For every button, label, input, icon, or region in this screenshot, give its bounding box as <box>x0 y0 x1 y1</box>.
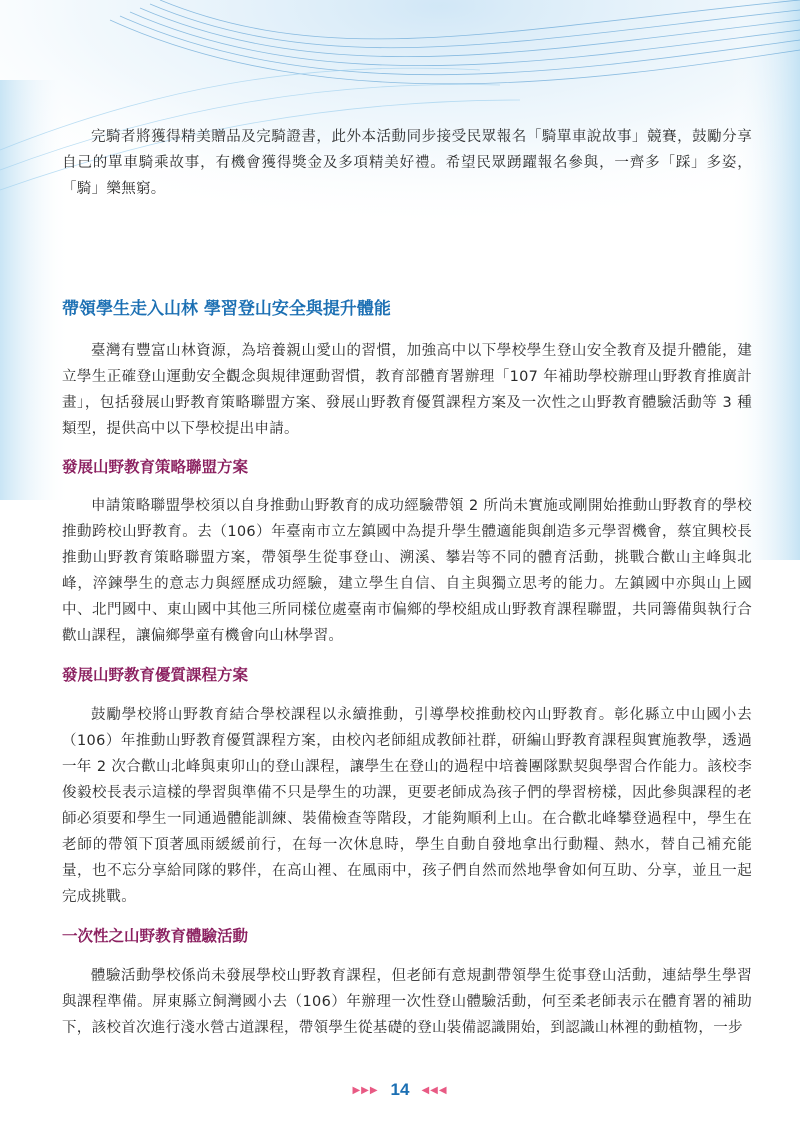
page-footer <box>0 1078 800 1102</box>
subsection-paragraph-quality: 鼓勵學校將山野教育結合學校課程以永續推動，引導學校推動校內山野教育。彰化縣立中山國小去（106）年推動山野教育優質課程方案，由校內老師組成教師社群，研編山野教育課程與實施教學，透過一年 2 次合歡山北峰與東卯山的登山課程，讓學生在登山的過程中培養團隊默契與學習合作能力。該校李俊毅校長表示這樣的學習與準備不只是學生的功課，更要老師成為孩子們的學習榜樣，因此參與課程的老師必須要和學生一同通過體能訓練、裝備檢查等階段，才能夠順利上山。在合歡北峰攀登過程中，學生在老師的帶領下頂著風雨緩緩前行，在每一次休息時，學生自動自發地拿出行動糧、熱水，替自己補充能量，也不忘分享給同隊的夥伴，在高山裡、在風雨中，孩子們自然而然地學會如何互助、分享，並且一起完成挑戰。 <box>62 707 752 905</box>
page-number: 14 <box>390 1080 410 1099</box>
section-paragraph: 臺灣有豐富山林資源，為培養親山愛山的習慣，加強高中以下學校學生登山安全教育及提升體能，建立學生正確登山運動安全觀念與規律運動習慣，教育部體育署辦理「107 年補助學校辦理山野教育推廣計畫」，包括發展山野教育策略聯盟方案、發展山野教育優質課程方案及一次性之山野教育體驗活動等 3 種類型，提供高中以下學校提出申請。 <box>62 343 752 437</box>
arrow-left-icon: ◀◀◀ <box>421 1084 448 1096</box>
subsection-paragraph-experience: 體驗活動學校係尚未發展學校山野教育課程，但老師有意規劃帶領學生從事登山活動，連結學生學習與課程準備。屏東縣立飼灣國小去（106）年辦理一次性登山體驗活動，何至柔老師表示在體育署的補助下，該校首次進行淺水營古道課程，帶領學生從基礎的登山裝備認識開始，到認識山林裡的動植物，一步 <box>62 968 752 1036</box>
subsection-title-alliance: 發展山野教育策略聯盟方案 <box>62 458 249 476</box>
section-title: 帶領學生走入山林 學習登山安全與提升體能 <box>62 299 391 319</box>
subsection-paragraph-alliance: 申請策略聯盟學校須以自身推動山野教育的成功經驗帶領 2 所尚未實施或剛開始推動山野教育的學校推動跨校山野教育。去（106）年臺南市立左鎮國中為提升學生體適能與創造多元學習機會，蔡宜興校長推動山野教育策略聯盟方案，帶領學生從事登山、溯溪、攀岩等不同的體育活動，挑戰合歡山主峰與北峰，淬鍊學生的意志力與經歷成功經驗，建立學生自信、自主與獨立思考的能力。左鎮國中亦與山上國中、北門國中、東山國中其他三所同樣位處臺南市偏鄉的學校組成山野教育課程聯盟，共同籌備與執行合歡山課程，讓偏鄉學童有機會向山林學習。 <box>62 498 752 644</box>
intro-paragraph: 完騎者將獲得精美贈品及完騎證書，此外本活動同步接受民眾報名「騎單車說故事」競賽，鼓勵分享自己的單車騎乘故事，有機會獲得獎金及多項精美好禮。希望民眾踴躍報名參與，一齊多「踩」多姿，「騎」樂無窮。 <box>62 129 752 197</box>
arrow-right-icon: ▶▶▶ <box>352 1084 379 1096</box>
subsection-title-quality: 發展山野教育優質課程方案 <box>62 666 249 684</box>
subsection-title-experience: 一次性之山野教育體驗活動 <box>62 927 249 945</box>
